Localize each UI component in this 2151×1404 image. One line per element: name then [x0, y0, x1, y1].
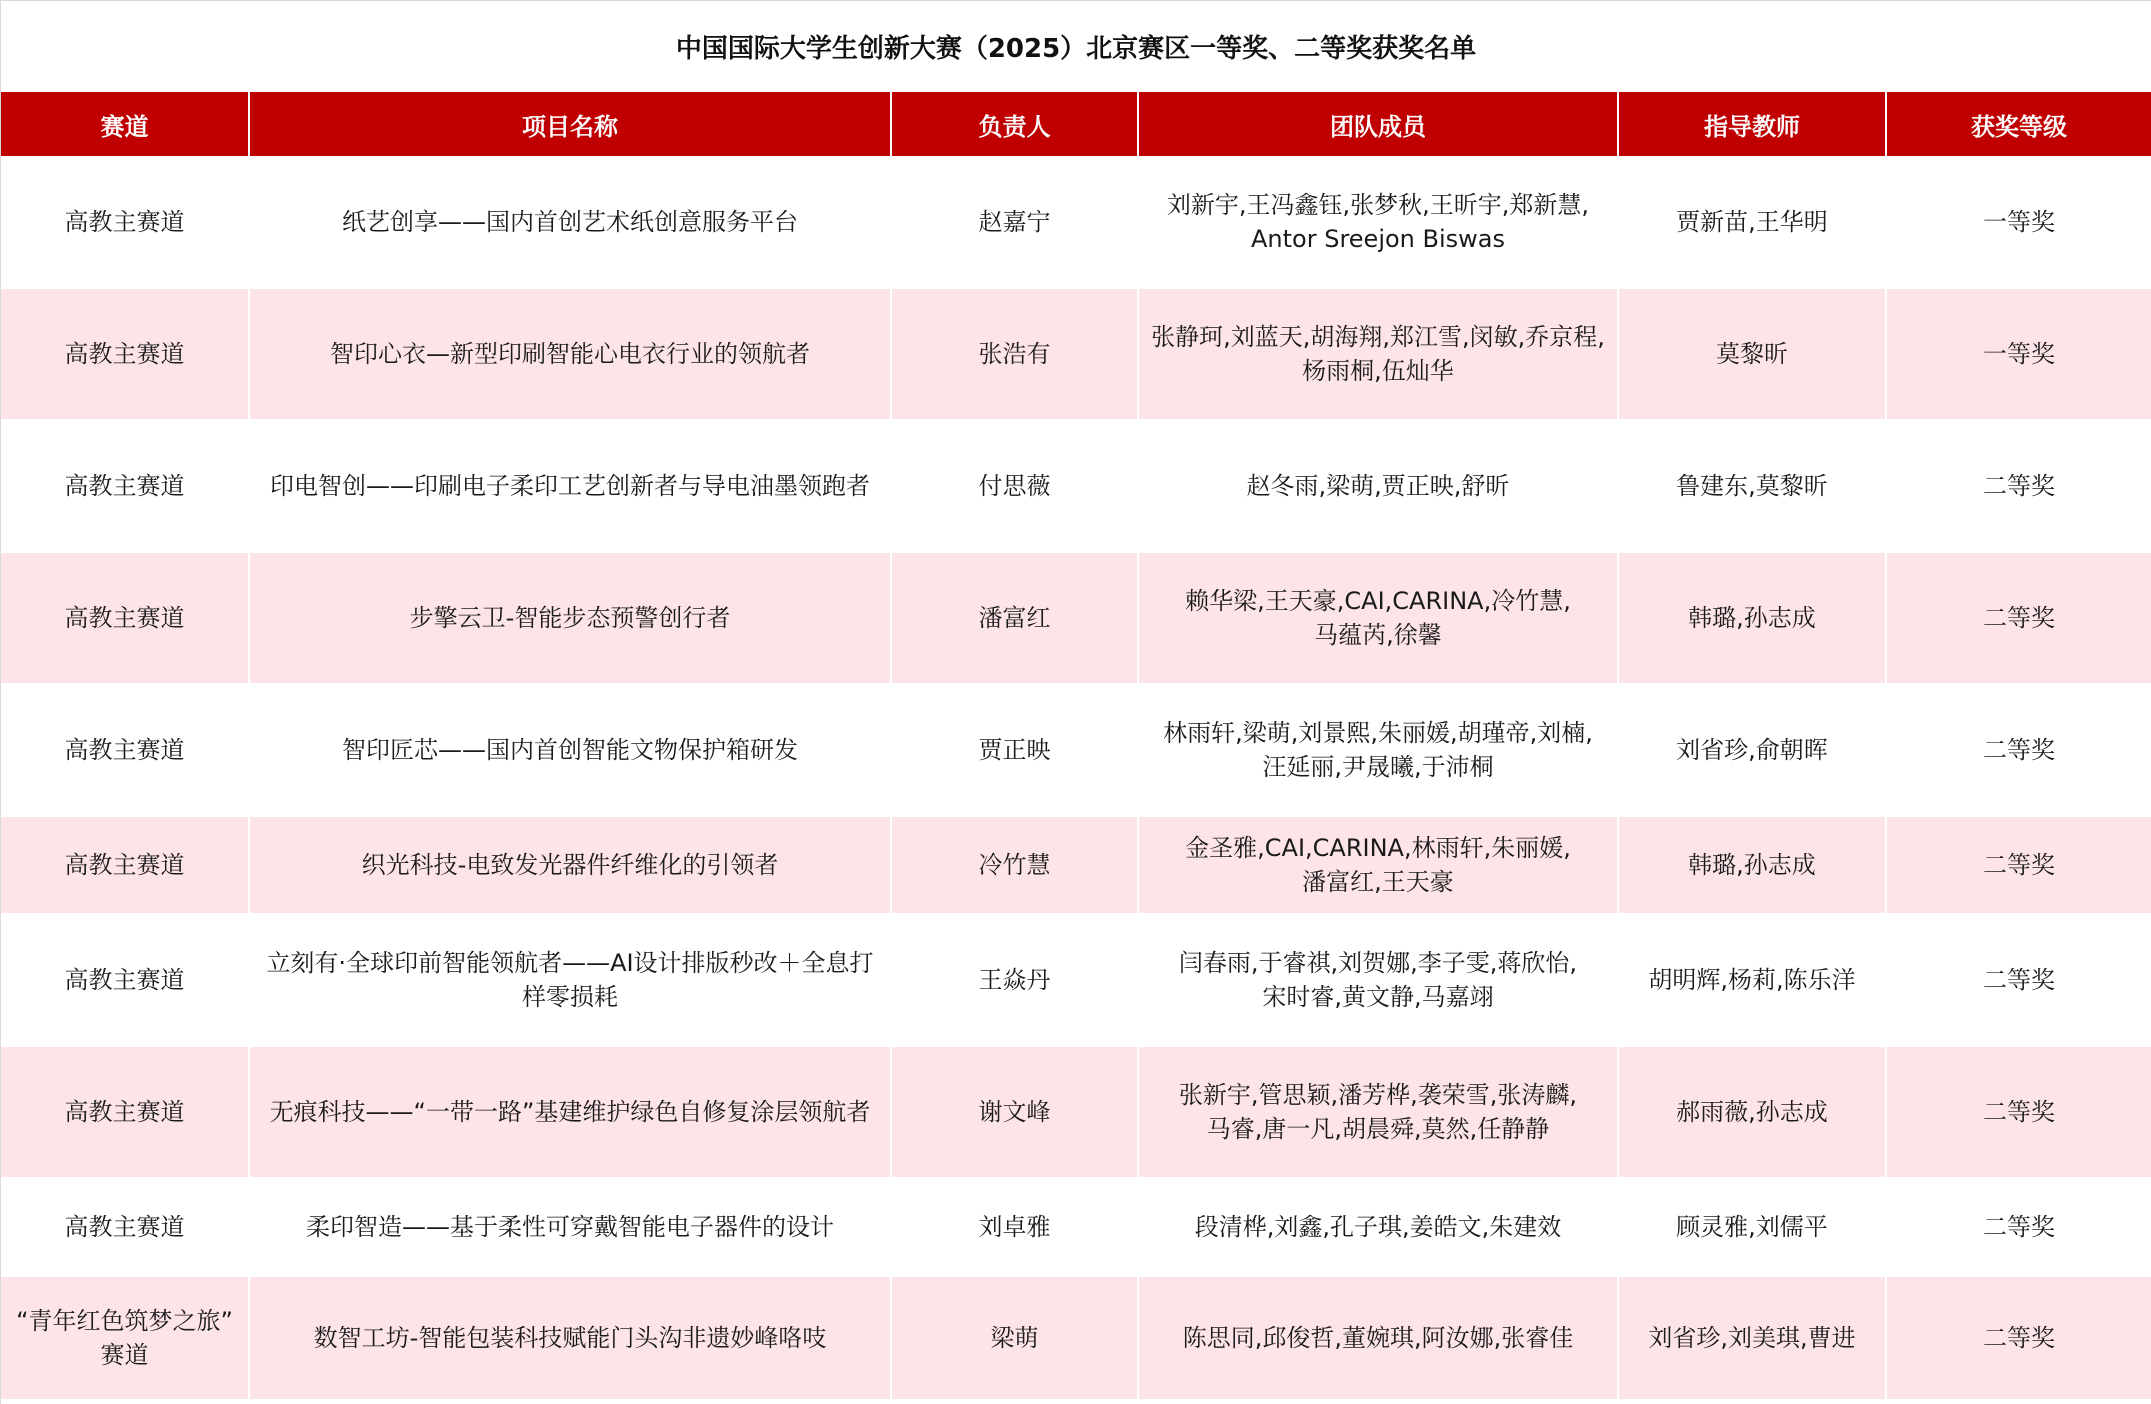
table-body [1, 156, 2151, 1400]
cell-members-line: 潘富红,王天豪 [1302, 868, 1454, 896]
cell-track[interactable]: 高教主赛道 [1, 684, 249, 816]
cell-award[interactable]: 二等奖 [1886, 420, 2151, 552]
cell-members-line: 段清桦,刘鑫,孔子琪,姜皓文,朱建效 [1194, 1213, 1562, 1241]
cell-advisors[interactable]: 莫黎昕 [1618, 288, 1886, 420]
cell-track[interactable]: 高教主赛道 [1, 914, 249, 1046]
header-award[interactable]: 获奖等级 [1886, 92, 2151, 156]
cell-project[interactable]: 无痕科技——“一带一路”基建维护绿色自修复涂层领航者 [249, 1046, 891, 1178]
cell-advisors[interactable]: 刘省珍,俞朝晖 [1618, 684, 1886, 816]
header-leader[interactable]: 负责人 [891, 92, 1138, 156]
cell-members-line: 金圣雅,CAI,CARINA,林雨轩,朱丽媛, [1185, 834, 1571, 862]
cell-members-line: 张新宇,管思颖,潘芳桦,袭荣雪,张涛麟, [1178, 1081, 1578, 1109]
cell-members-line: 宋时睿,黄文静,马嘉翊 [1262, 983, 1494, 1011]
cell-track[interactable]: 高教主赛道 [1, 1046, 249, 1178]
cell-members[interactable] [1138, 420, 1618, 552]
cell-project[interactable]: 步擎云卫-智能步态预警创行者 [249, 552, 891, 684]
cell-advisors[interactable]: 胡明辉,杨莉,陈乐洋 [1618, 914, 1886, 1046]
cell-project-line: 样零损耗 [522, 983, 618, 1011]
cell-members[interactable] [1138, 288, 1618, 420]
header-advisors[interactable]: 指导教师 [1618, 92, 1886, 156]
header-project[interactable]: 项目名称 [249, 92, 891, 156]
cell-award[interactable]: 二等奖 [1886, 1046, 2151, 1178]
cell-members[interactable] [1138, 552, 1618, 684]
cell-award[interactable]: 二等奖 [1886, 914, 2151, 1046]
cell-award[interactable]: 二等奖 [1886, 816, 2151, 914]
cell-project-line: 立刻有·全球印前智能领航者——AI设计排版秒改＋全息打 [266, 949, 874, 977]
cell-track-line: “青年红色筑梦之旅” [16, 1307, 233, 1335]
cell-advisors[interactable]: 刘省珍,刘美琪,曹进 [1618, 1276, 1886, 1400]
cell-members-line: 张静珂,刘蓝天,胡海翔,郑江雪,闵敏,乔京程, [1151, 323, 1605, 351]
cell-project[interactable]: 智印心衣—新型印刷智能心电衣行业的领航者 [249, 288, 891, 420]
cell-members-line: 刘新宇,王冯鑫钰,张梦秋,王昕宇,郑新慧, [1166, 190, 1590, 219]
cell-award[interactable]: 二等奖 [1886, 552, 2151, 684]
table-row [1, 288, 2151, 420]
cell-leader[interactable]: 冷竹慧 [891, 816, 1138, 914]
table-row [1, 914, 2151, 1046]
cell-track[interactable] [1, 1276, 249, 1400]
header-track[interactable]: 赛道 [1, 92, 249, 156]
cell-advisors[interactable]: 顾灵雅,刘儒平 [1618, 1178, 1886, 1276]
cell-leader[interactable]: 贾正映 [891, 684, 1138, 816]
table-row [1, 816, 2151, 914]
table-row [1, 156, 2151, 288]
cell-leader[interactable]: 赵嘉宁 [891, 156, 1138, 288]
cell-advisors[interactable]: 韩璐,孙志成 [1618, 552, 1886, 684]
cell-advisors[interactable]: 郝雨薇,孙志成 [1618, 1046, 1886, 1178]
cell-leader[interactable]: 潘富红 [891, 552, 1138, 684]
table-row [1, 1046, 2151, 1178]
cell-members-line: 赵冬雨,梁萌,贾正映,舒昕 [1246, 472, 1510, 500]
cell-members-line: 杨雨桐,伍灿华 [1302, 357, 1454, 385]
cell-members[interactable] [1138, 816, 1618, 914]
cell-members[interactable] [1138, 156, 1618, 288]
cell-advisors[interactable]: 贾新苗,王华明 [1618, 156, 1886, 288]
cell-award[interactable]: 二等奖 [1886, 1276, 2151, 1400]
cell-leader[interactable]: 付思薇 [891, 420, 1138, 552]
cell-members[interactable] [1138, 1276, 1618, 1400]
cell-track[interactable]: 高教主赛道 [1, 288, 249, 420]
table-row [1, 420, 2151, 552]
cell-members-line: 赖华梁,王天豪,CAI,CARINA,冷竹慧, [1185, 587, 1571, 615]
cell-award[interactable]: 二等奖 [1886, 1178, 2151, 1276]
cell-track-line: 赛道 [100, 1341, 149, 1369]
cell-award[interactable]: 一等奖 [1886, 288, 2151, 420]
table-row [1, 684, 2151, 816]
cell-members-line: 林雨轩,梁萌,刘景熙,朱丽媛,胡瑾帝,刘楠, [1163, 719, 1593, 747]
cell-project[interactable]: 织光科技-电致发光器件纤维化的引领者 [249, 816, 891, 914]
table-row [1, 552, 2151, 684]
cell-advisors[interactable]: 鲁建东,莫黎昕 [1618, 420, 1886, 552]
cell-track[interactable]: 高教主赛道 [1, 552, 249, 684]
cell-leader[interactable]: 王焱丹 [891, 914, 1138, 1046]
cell-track[interactable]: 高教主赛道 [1, 816, 249, 914]
cell-award[interactable]: 二等奖 [1886, 684, 2151, 816]
table-row [1, 1276, 2151, 1400]
cell-project[interactable]: 智印匠芯——国内首创智能文物保护箱研发 [249, 684, 891, 816]
cell-project[interactable]: 印电智创——印刷电子柔印工艺创新者与导电油墨领跑者 [249, 420, 891, 552]
sheet-title: 中国国际大学生创新大赛（2025）北京赛区一等奖、二等奖获奖名单 [1, 0, 2151, 92]
cell-project[interactable]: 数智工坊-智能包装科技赋能门头沟非遗妙峰咯吱 [249, 1276, 891, 1400]
cell-leader[interactable]: 刘卓雅 [891, 1178, 1138, 1276]
cell-members[interactable] [1138, 684, 1618, 816]
cell-track[interactable]: 高教主赛道 [1, 156, 249, 288]
cell-members[interactable] [1138, 914, 1618, 1046]
cell-project[interactable] [249, 914, 891, 1046]
cell-members-line: 汪延丽,尹晟曦,于沛桐 [1262, 753, 1494, 781]
cell-members-line: 闫春雨,于睿祺,刘贺娜,李子雯,蒋欣怡, [1178, 949, 1578, 977]
header-members[interactable]: 团队成员 [1138, 92, 1618, 156]
cell-track[interactable]: 高教主赛道 [1, 420, 249, 552]
cell-track[interactable]: 高教主赛道 [1, 1178, 249, 1276]
cell-members[interactable] [1138, 1178, 1618, 1276]
cell-project[interactable]: 纸艺创享——国内首创艺术纸创意服务平台 [249, 156, 891, 288]
header-row [1, 92, 2151, 156]
cell-leader[interactable]: 谢文峰 [891, 1046, 1138, 1178]
cell-members-line: 陈思同,邱俊哲,董婉琪,阿汝娜,张睿佳 [1182, 1324, 1574, 1352]
cell-leader[interactable]: 张浩有 [891, 288, 1138, 420]
cell-members-line: 马睿,唐一凡,胡晨舜,莫然,任静静 [1206, 1115, 1550, 1143]
cell-advisors[interactable]: 韩璐,孙志成 [1618, 816, 1886, 914]
cell-members-line: 马蕴芮,徐馨 [1314, 621, 1442, 649]
cell-project[interactable]: 柔印智造——基于柔性可穿戴智能电子器件的设计 [249, 1178, 891, 1276]
table-row [1, 1178, 2151, 1276]
awards-table [1, 92, 2151, 1401]
cell-members-line: Antor Sreejon Biswas [1251, 224, 1505, 253]
cell-members[interactable] [1138, 1046, 1618, 1178]
cell-leader[interactable]: 梁萌 [891, 1276, 1138, 1400]
cell-award[interactable]: 一等奖 [1886, 156, 2151, 288]
